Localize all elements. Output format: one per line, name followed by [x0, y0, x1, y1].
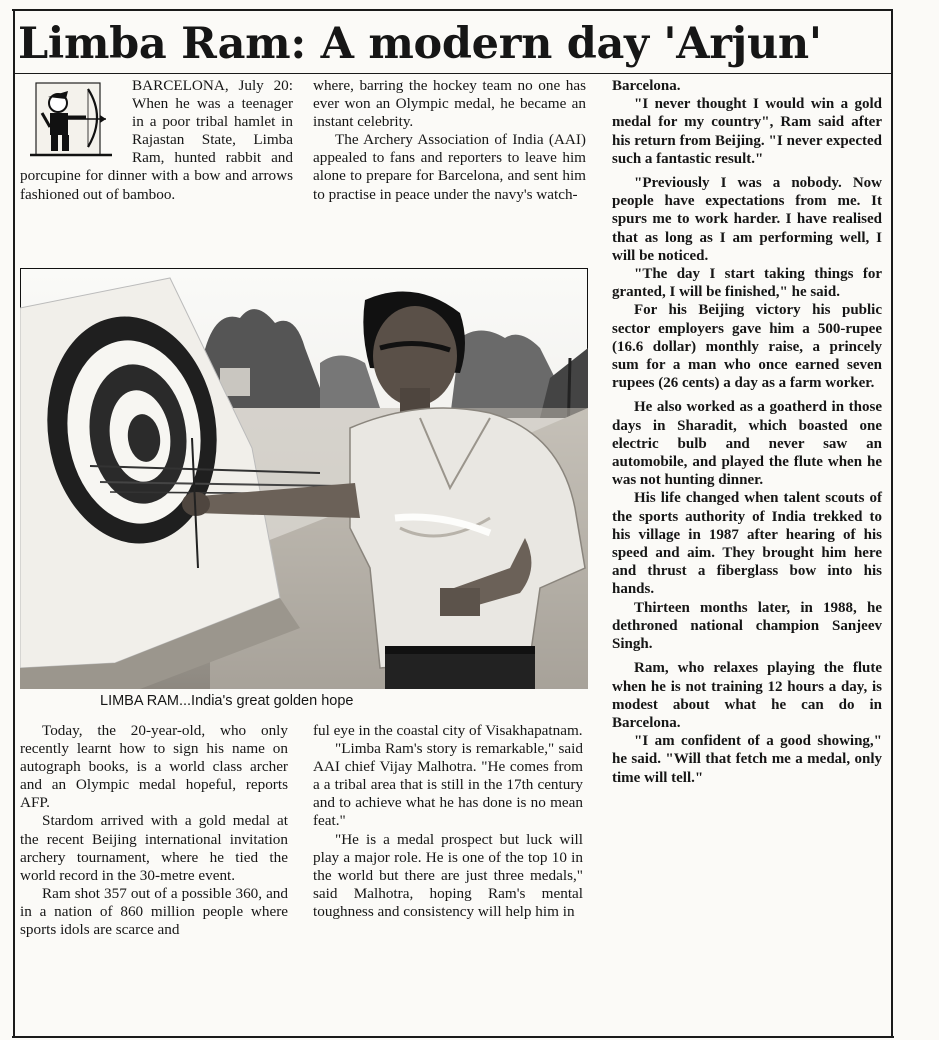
- right-border: [891, 9, 893, 1037]
- paragraph: He also worked as a goatherd in those days in Sharadit, which boasted one electric bulb and never saw an automobile, and played the flute when he was not hunting dinner.: [612, 399, 882, 489]
- paragraph: BARCELONA, July 20: When he was a teenager in a poor tribal hamlet in Rajastan State, Limba Ram, hunted rabbit and porcupine for dinner with a bow and arrows fashioned out of bamboo.: [20, 77, 293, 203]
- paragraph: ful eye in the coastal city of Visakhapatnam.: [313, 722, 583, 739]
- photo-caption: LIMBA RAM...India's great golden hope: [100, 693, 354, 709]
- paragraph: "I am confident of a good showing," he said. "Will that fetch me a medal, only time will tell.": [612, 733, 882, 786]
- paragraph: Today, the 20-year-old, who only recently learnt how to sign his name on autograph books, is a world class archer and an Olympic medal hopeful, reports AFP.: [20, 722, 288, 812]
- paragraph: where, barring the hockey team no one has ever won an Olympic medal, he became an instant celebrity.: [313, 77, 586, 131]
- archer-at-target-photo: [20, 268, 588, 689]
- column-3: [612, 77, 882, 1035]
- headline-underline: [14, 73, 891, 74]
- column-1-top: [20, 77, 293, 263]
- bottom-rule: [12, 1036, 894, 1038]
- column-2-bottom: [313, 722, 583, 1034]
- paragraph: "He is a medal prospect but luck will play a major role. He is one of the top 10 in the world but there are just three medals," said Malhotra, hoping Ram's mental toughness and consistency will help him in: [313, 830, 583, 920]
- paragraph: Thirteen months later, in 1988, he dethroned national champion Sanjeev Singh.: [612, 599, 882, 653]
- paragraph: "Limba Ram's story is remarkable," said AAI chief Vijay Malhotra. "He comes from a a tribal area that is still in the 17th century and to achieve what he has done is no mean feat.": [313, 740, 583, 830]
- paragraph: Barcelona.: [612, 78, 681, 94]
- headline: Limba Ram: A modern day 'Arjun': [18, 19, 822, 69]
- paragraph: Ram shot 357 out of a possible 360, and in a nation of 860 million people where sports idols are scarce and: [20, 884, 288, 939]
- paragraph: The Archery Association of India (AAI) appealed to fans and reporters to leave him alone to prepare for Barcelona, and sent him to practise in peace under the navy's watch-: [313, 131, 586, 203]
- column-2-top: [313, 77, 586, 263]
- paragraph: "Previously I was a nobody. Now people have expectations from me. It spurs me to work harder. I have realised that as long as I am performing well, I will be noticed.: [612, 175, 882, 264]
- archer-mascot-icon: [20, 77, 122, 163]
- paragraph: Ram, who relaxes playing the flute when he is not training 12 hours a day, is modest about what he can do in Barcelona.: [612, 660, 882, 731]
- paragraph: "The day I start taking things for granted, I will be finished," he said.: [612, 266, 882, 301]
- paragraph: For his Beijing victory his public sector employers gave him a 500-rupee (16.6 dollar) monthly raise, a princely sum for a man who once earned seven rupees (26 cents) a day as a farm worker.: [612, 302, 882, 392]
- paragraph: "I never thought I would win a gold medal for my country", Ram said after his return from Beijing. "I never expected such a fantastic result.": [612, 96, 882, 167]
- paragraph: Stardom arrived with a gold medal at the recent Beijing international invitation archery tournament, where he tied the world record in the 30-metre event.: [20, 812, 288, 884]
- column-1-bottom: [20, 722, 288, 1034]
- paragraph: His life changed when talent scouts of the sports authority of India trekked to his village in 1987 after hearing of his speed and aim. They brought him here and thrust a fiberglass bow into his hands.: [612, 490, 882, 598]
- top-rule: [12, 9, 892, 11]
- left-border: [13, 9, 15, 1037]
